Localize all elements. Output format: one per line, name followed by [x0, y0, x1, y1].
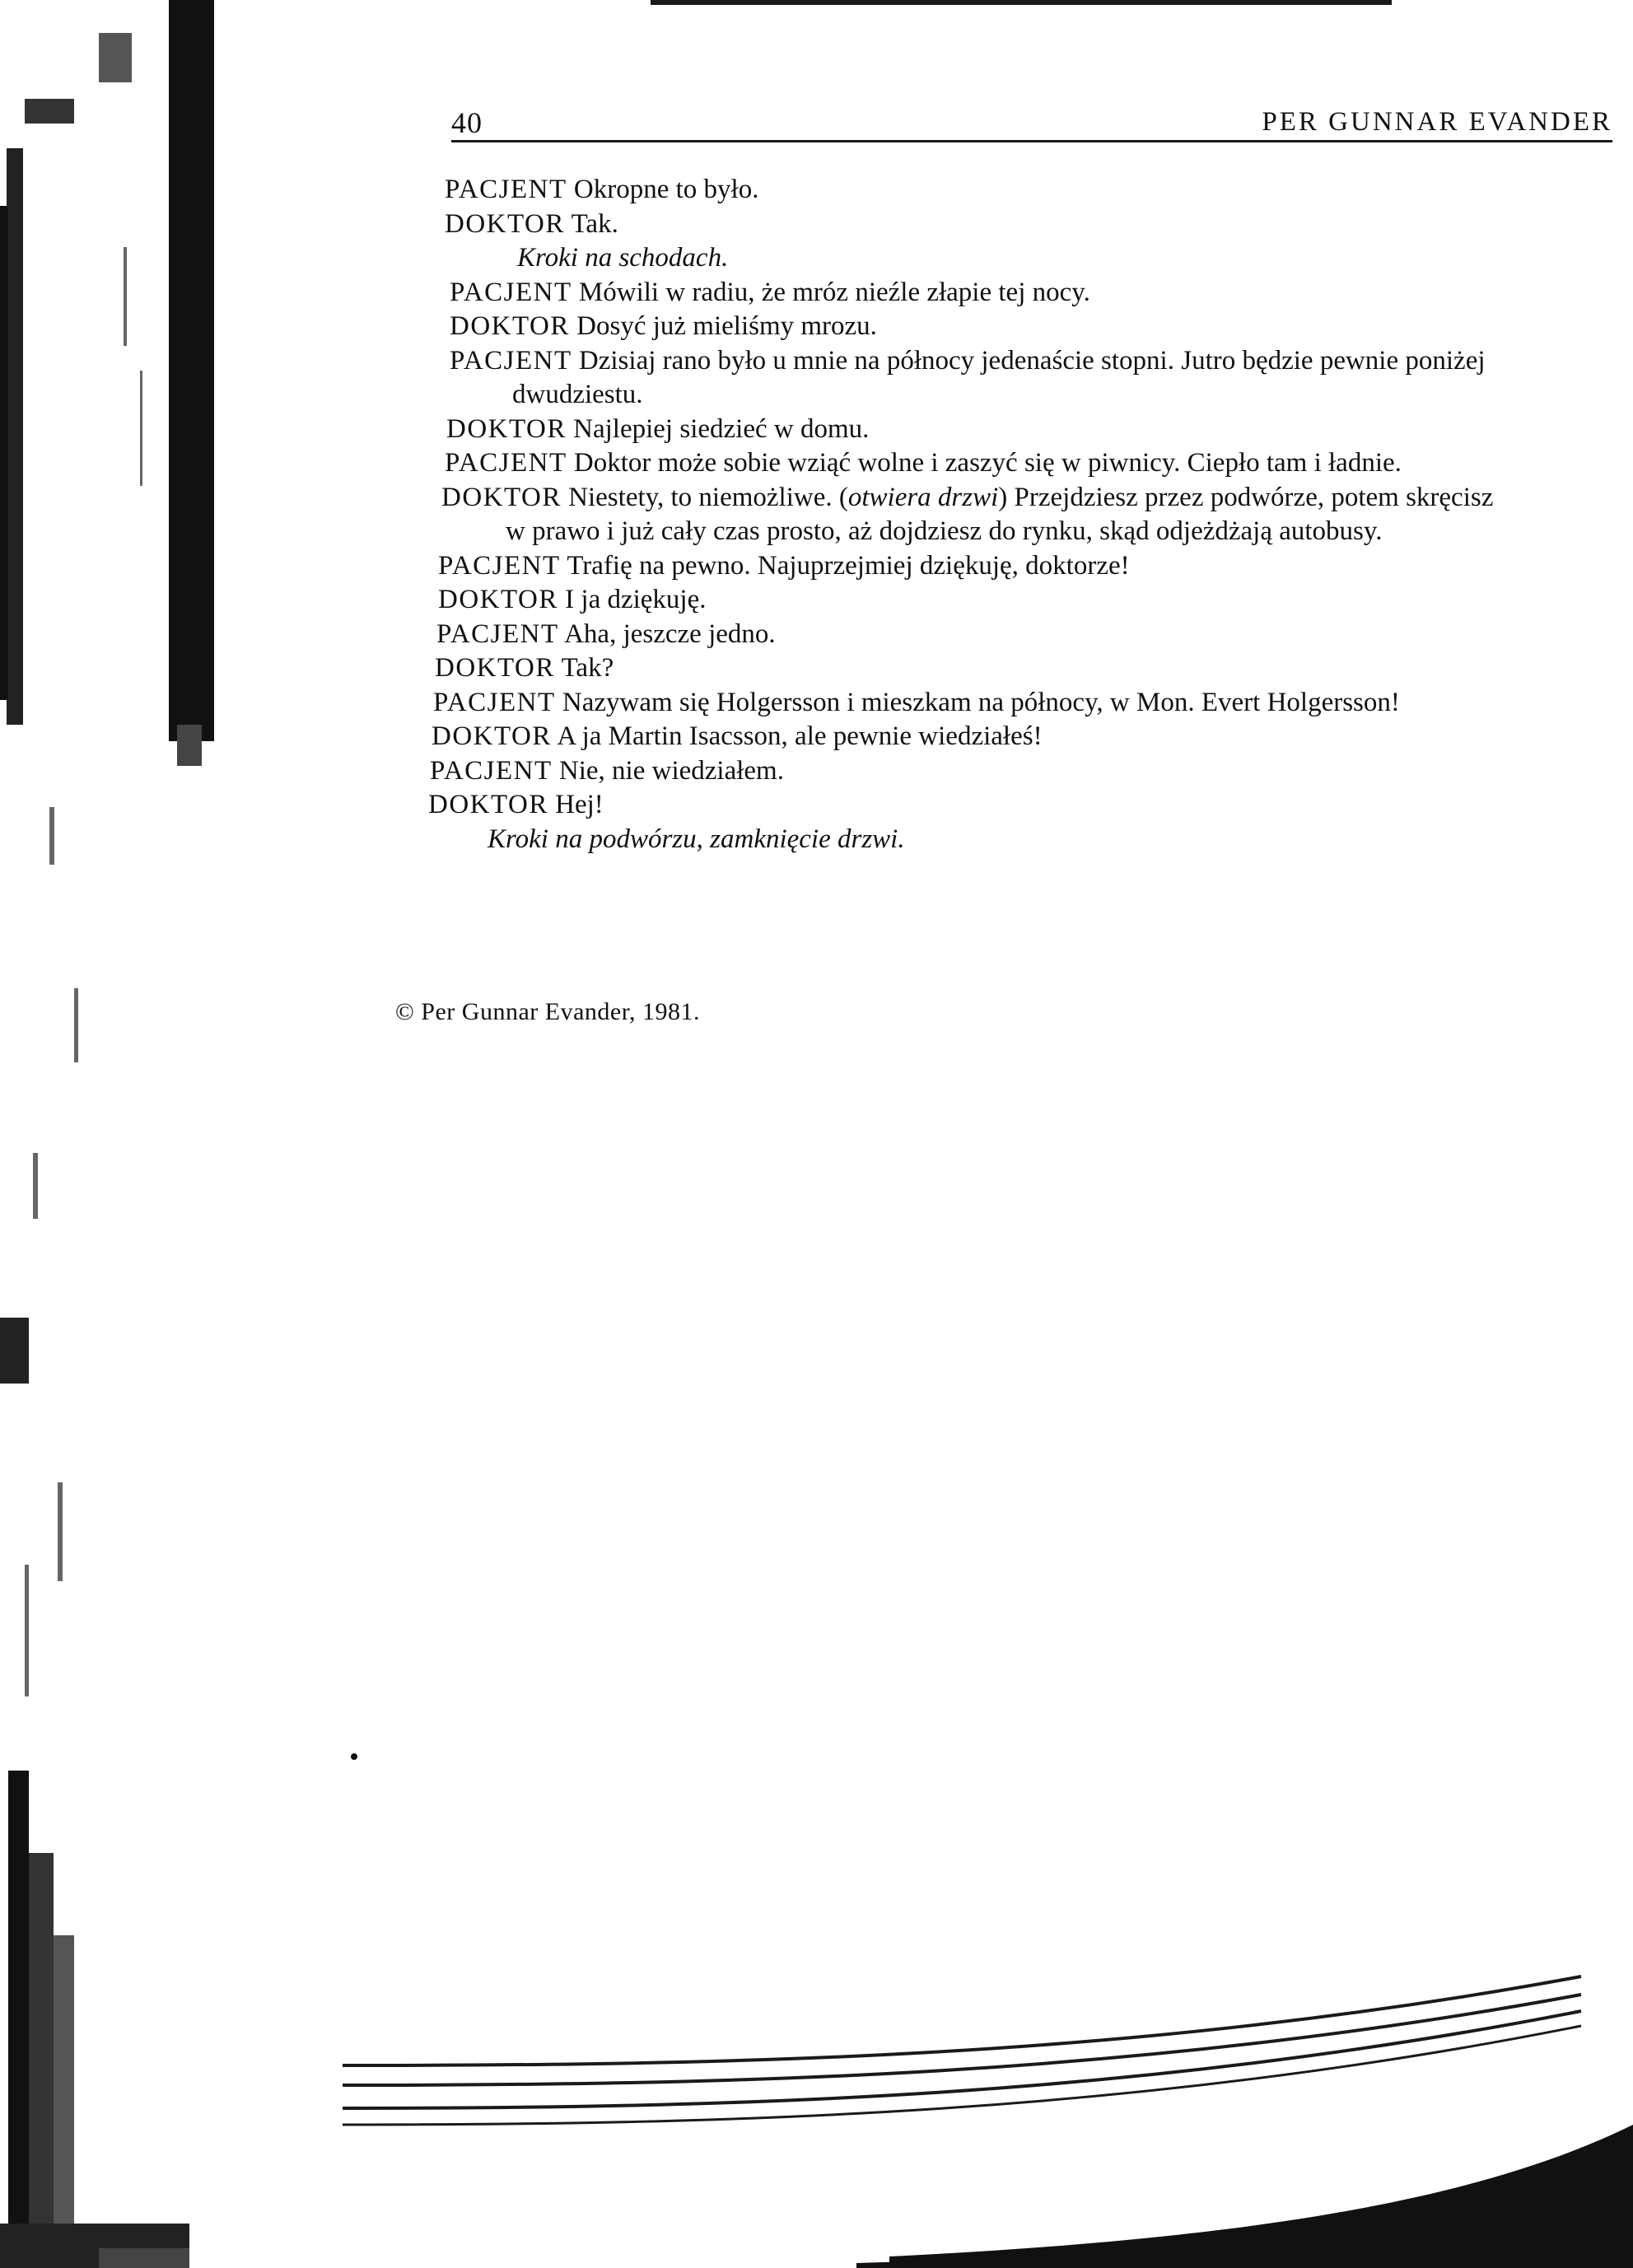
dialogue-line [438, 583, 1622, 618]
stage-direction: Kroki na podwórzu, zamknięcie drzwi. [488, 824, 905, 854]
dialogue-line [445, 446, 1622, 481]
header-rule [451, 140, 1612, 142]
line-text: Najlepiej siedzieć w domu. [573, 413, 870, 444]
dialogue-line [450, 310, 1622, 344]
dialogue-line [430, 754, 1622, 789]
speaker-name: PACJENT [445, 448, 567, 478]
speaker-name: DOKTOR [445, 208, 565, 239]
line-text: Tak. [571, 208, 618, 239]
binding-shadow [0, 0, 222, 2268]
speaker-name: PACJENT [433, 687, 556, 717]
dialogue-line [433, 686, 1622, 721]
line-text: Okropne to było. [573, 175, 759, 204]
speaker-name: PACJENT [436, 618, 559, 649]
line-text: Doktor może sobie wziąć wolne i zaszyć się w piwnicy. Ciepło tam i ładnie. [573, 448, 1402, 478]
stage-direction: Kroki na schodach. [517, 243, 729, 273]
running-title: PER GUNNAR EVANDER [1262, 107, 1612, 137]
line-text: Hej! [555, 790, 604, 819]
speaker-name: PACJENT [438, 550, 561, 581]
page-number: 40 [451, 106, 483, 139]
speaker-name: PACJENT [430, 755, 553, 786]
decorative-swoosh [313, 922, 1633, 2268]
line-text-after: ) Przejdziesz przez podwórze, potem skręcisz [998, 482, 1494, 512]
dialogue-line [428, 788, 1622, 823]
dialogue-line [445, 208, 1622, 242]
dialogue-line [435, 651, 1622, 686]
dialogue-line [446, 413, 1622, 447]
speaker-name: DOKTOR [441, 482, 562, 512]
speaker-name: PACJENT [445, 175, 567, 204]
speaker-name: DOKTOR [428, 790, 548, 819]
dialogue-line [438, 549, 1622, 584]
line-continuation: w prawo i już cały czas prosto, aż dojdziesz do rynku, skąd odjeżdżają autobusy. [506, 516, 1383, 546]
line-text: Nie, nie wiedziałem. [558, 755, 784, 786]
line-text: Mówili w radiu, że mróz nieźle złapie tej nocy. [578, 277, 1090, 307]
speaker-name: PACJENT [450, 345, 572, 376]
speaker-name: DOKTOR [432, 721, 552, 751]
speaker-name: DOKTOR [438, 585, 558, 614]
line-text: Dosyć już mieliśmy mrozu. [576, 311, 877, 341]
dialogue-line [450, 276, 1622, 310]
line-text: I ja dziękuję. [565, 585, 707, 614]
inline-stage-direction: otwiera drzwi [847, 482, 999, 512]
dialogue-body [420, 173, 1622, 856]
line-text: Tak? [561, 653, 614, 683]
dialogue-line [441, 481, 1622, 516]
line-text: Nazywam się Holgersson i mieszkam na północy, w Mon. Evert Holgersson! [562, 687, 1400, 717]
speaker-name: DOKTOR [450, 311, 570, 341]
dialogue-line [436, 618, 1622, 652]
line-text: A ja Martin Isacsson, ale pewnie wiedziałeś! [557, 721, 1043, 751]
top-edge-rule [651, 0, 1392, 5]
line-text: Dzisiaj rano było u mnie na północy jedenaście stopni. Jutro będzie pewnie poniżej [578, 345, 1486, 376]
line-continuation: dwudziestu. [512, 380, 643, 409]
speaker-name: PACJENT [450, 277, 572, 307]
line-text: Niestety, to niemożliwe. ( [568, 482, 848, 512]
copyright-notice: © Per Gunnar Evander, 1981. [395, 998, 700, 1025]
speaker-name: DOKTOR [446, 413, 567, 444]
dialogue-line [450, 344, 1622, 379]
speaker-name: DOKTOR [435, 653, 555, 683]
line-text: Trafię na pewno. Najuprzejmiej dziękuję, doktorze! [567, 550, 1130, 581]
line-text: Aha, jeszcze jedno. [564, 618, 776, 649]
dialogue-line [432, 720, 1622, 754]
dialogue-line [445, 173, 1622, 208]
